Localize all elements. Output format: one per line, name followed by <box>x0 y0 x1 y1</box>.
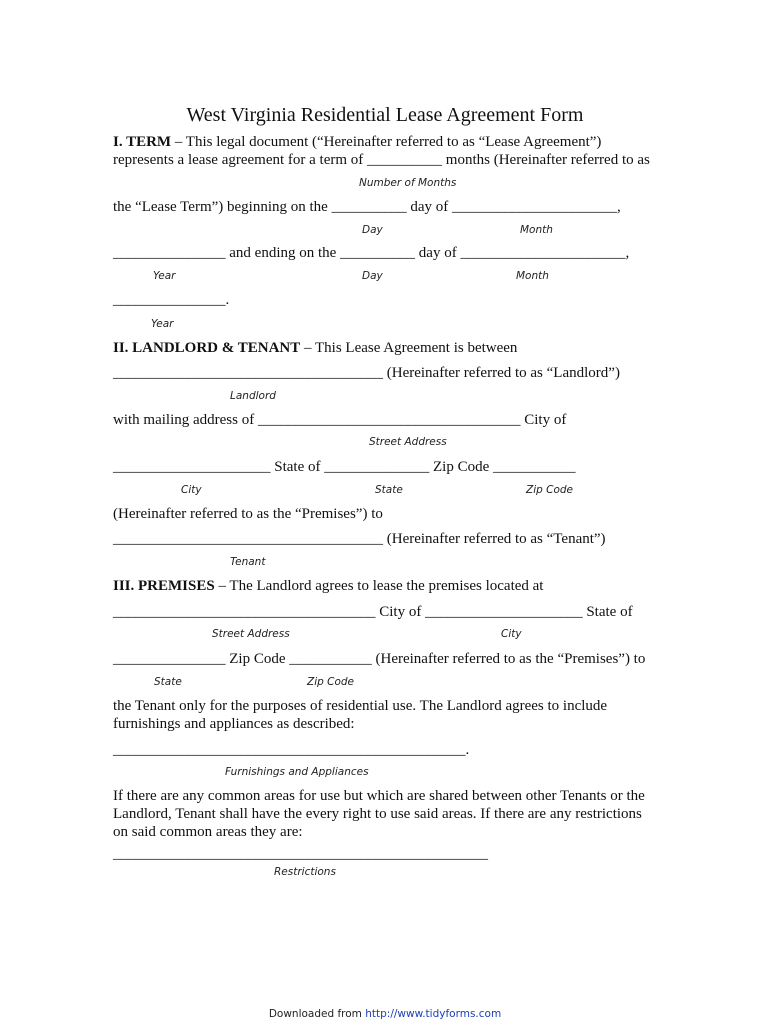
term-paragraph-line1 <box>113 133 601 151</box>
premises-text-4: the Tenant only for the purposes of residential use. The Landlord agrees to include <box>113 698 608 714</box>
term-text-5: _______________. <box>113 292 230 308</box>
footer-prefix: Downloaded from <box>268 1008 366 1020</box>
premises-heading: III. PREMISES <box>113 578 215 594</box>
common-areas-text-2: Landlord, Tenant shall have the every right to use said areas. If there are any restrictions <box>113 806 642 822</box>
term-text-4: _______________ and ending on the __________ day of ______________________, <box>113 245 630 261</box>
page-title: West Virginia Residential Lease Agreement Form <box>186 104 584 126</box>
common-areas-text-3: on said common areas they are: <box>113 824 303 840</box>
caption-month: Month <box>520 224 553 236</box>
caption-street-address: Street Address <box>212 628 290 640</box>
caption-state: State <box>375 484 403 496</box>
caption-day: Day <box>362 270 383 282</box>
caption-street-address: Street Address <box>369 436 447 448</box>
furnishings-line: _______________________________________________. <box>113 742 470 758</box>
premises-address-line: ___________________________________ City of _____________________ State of <box>113 604 633 620</box>
caption-landlord: Landlord <box>230 390 276 402</box>
footer-link[interactable]: http://www.tidyforms.com <box>365 1008 502 1020</box>
premises-reference-line: (Hereinafter referred to as the “Premises”) to <box>113 506 383 522</box>
premises-text-1: – The Landlord agrees to lease the premises located at <box>214 578 544 594</box>
term-text-3: the “Lease Term”) beginning on the __________ day of ______________________, <box>113 199 621 215</box>
caption-year: Year <box>151 318 174 330</box>
caption-restrictions: Restrictions <box>274 866 336 878</box>
caption-year: Year <box>153 270 176 282</box>
premises-text-5: furnishings and appliances as described: <box>113 716 355 732</box>
caption-zip-code: Zip Code <box>526 484 573 496</box>
term-text-1: – This legal document (“Hereinafter referred to as “Lease Agreement”) <box>171 134 602 150</box>
common-areas-text-1: If there are any common areas for use but which are shared between other Tenants or the <box>113 788 645 804</box>
caption-tenant: Tenant <box>230 556 266 568</box>
term-text-2: represents a lease agreement for a term of __________ months (Hereinafter referred to as <box>113 152 650 168</box>
mailing-address-line: with mailing address of ___________________________________ City of <box>113 412 567 428</box>
term-heading: I. TERM <box>113 134 172 150</box>
landlord-tenant-text-1: – This Lease Agreement is between <box>300 340 518 356</box>
premises-line1 <box>113 577 543 595</box>
landlord-line: ____________________________________ (Hereinafter referred to as “Landlord”) <box>113 365 620 381</box>
caption-day: Day <box>362 224 383 236</box>
landlord-tenant-heading: II. LANDLORD & TENANT <box>113 340 301 356</box>
caption-furnishings-and-appliances: Furnishings and Appliances <box>225 766 369 778</box>
footer <box>0 1008 770 1020</box>
caption-month: Month <box>516 270 549 282</box>
caption-city: City <box>501 628 522 640</box>
tenant-line: ____________________________________ (Hereinafter referred to as “Tenant”) <box>113 531 606 547</box>
caption-state: State <box>154 676 182 688</box>
landlord-tenant-line1 <box>113 339 517 357</box>
caption-city: City <box>181 484 202 496</box>
caption-zip-code: Zip Code <box>307 676 354 688</box>
city-state-zip-line: _____________________ State of ______________ Zip Code ___________ <box>113 459 576 475</box>
premises-state-zip-line: _______________ Zip Code ___________ (Hereinafter referred to as the “Premises”) to <box>113 651 646 667</box>
caption-number-of-months: Number of Months <box>359 177 457 189</box>
restrictions-line: __________________________________________________ <box>113 846 488 862</box>
